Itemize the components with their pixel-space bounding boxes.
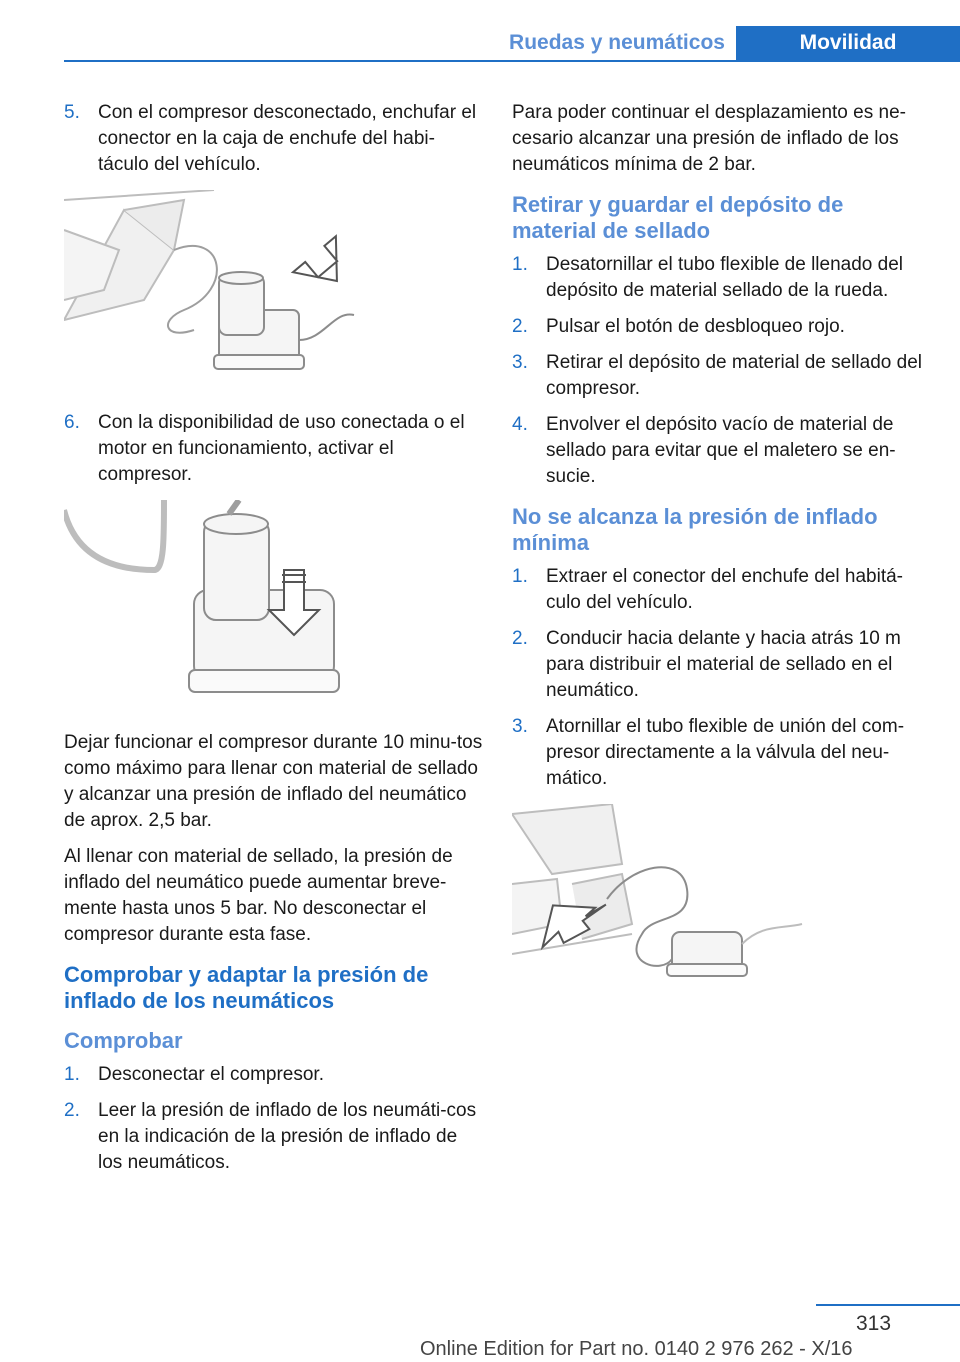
paragraph: Dejar funcionar el compresor durante 10 minu‐tos como máximo para llenar con material de sellado y alcanzar una presión de inflado del neumático de aprox. 2,5 bar. [64, 732, 483, 831]
right-column [512, 100, 924, 1019]
section-heading: No se alcanza la presión de inflado mínima [512, 504, 878, 555]
step-text: Pulsar el botón de desbloqueo rojo. [546, 316, 845, 337]
step-number: 4. [512, 414, 528, 435]
step-number: 1. [64, 1064, 80, 1085]
subsection-heading: Comprobar [64, 1028, 183, 1053]
step-number: 3. [512, 716, 528, 737]
header-chapter-tab: Movilidad [736, 26, 960, 62]
section-heading: Retirar y guardar el depósito de material de sellado [512, 192, 844, 243]
header-rule [64, 60, 960, 62]
step-text: Con la disponibilidad de uso conectada o el motor en funcionamiento, activar el compresor. [98, 412, 465, 485]
step-text: Envolver el depósito vacío de material de sellado para evitar que el maletero se en‐sucie. [546, 414, 896, 487]
step-number: 2. [64, 1100, 80, 1121]
page-number: 313 [856, 1312, 892, 1335]
edition-note: Online Edition for Part no. 0140 2 976 262 - X/16 [420, 1338, 853, 1360]
step-text: Desatornillar el tubo flexible de llenado del depósito de material sellado de la rueda. [546, 254, 904, 301]
footer-rule [816, 1304, 960, 1306]
step-number: 5. [64, 102, 80, 123]
step-number: 2. [512, 628, 528, 649]
hose-valve-illustration [512, 804, 812, 989]
left-column [64, 100, 484, 1186]
step-number: 1. [512, 254, 528, 275]
step-6 [64, 410, 484, 488]
list-item [512, 314, 924, 340]
step-number: 3. [512, 352, 528, 373]
section-heading: Comprobar y adaptar la presión de inflado de los neumáticos [64, 962, 429, 1013]
step-text: Desconectar el compresor. [98, 1064, 324, 1085]
compressor-switch-illustration [64, 500, 364, 700]
step-text: Leer la presión de inflado de los neumáti‐cos en la indicación de la presión de inflado de los neumáticos. [98, 1100, 477, 1173]
list-item [512, 626, 924, 704]
step-number: 6. [64, 412, 80, 433]
list-item [512, 564, 924, 616]
step-text: Atornillar el tubo flexible de unión del com‐presor directamente a la válvula del neu‐mático. [546, 716, 905, 789]
list-item [512, 714, 924, 792]
step-text: Con el compresor desconectado, enchufar el conector en la caja de enchufe del habi‐táculo del vehículo. [98, 102, 477, 175]
step-text: Retirar el depósito de material de sellado del compresor. [546, 352, 922, 399]
list-item [64, 1062, 484, 1088]
step-number: 1. [512, 566, 528, 587]
step-5 [64, 100, 484, 178]
paragraph: Al llenar con material de sellado, la presión de inflado del neumático puede aumentar breve‐mente hasta unos 5 bar. No desconectar el compresor durante esta fase. [64, 846, 453, 945]
list-item [512, 252, 924, 304]
step-number: 2. [512, 316, 528, 337]
list-item [64, 1098, 484, 1176]
header-section-tab: Ruedas y neumáticos [509, 31, 725, 54]
step-text: Conducir hacia delante y hacia atrás 10 m para distribuir el material de sellado en el neumático. [546, 628, 901, 701]
compressor-plug-illustration [64, 190, 364, 380]
step-text: Extraer el conector del enchufe del habitá‐culo del vehículo. [546, 566, 903, 613]
paragraph: Para poder continuar el desplazamiento es ne‐cesario alcanzar una presión de inflado de los neumáticos mínima de 2 bar. [512, 102, 906, 175]
list-item [512, 412, 924, 490]
list-item [512, 350, 924, 402]
